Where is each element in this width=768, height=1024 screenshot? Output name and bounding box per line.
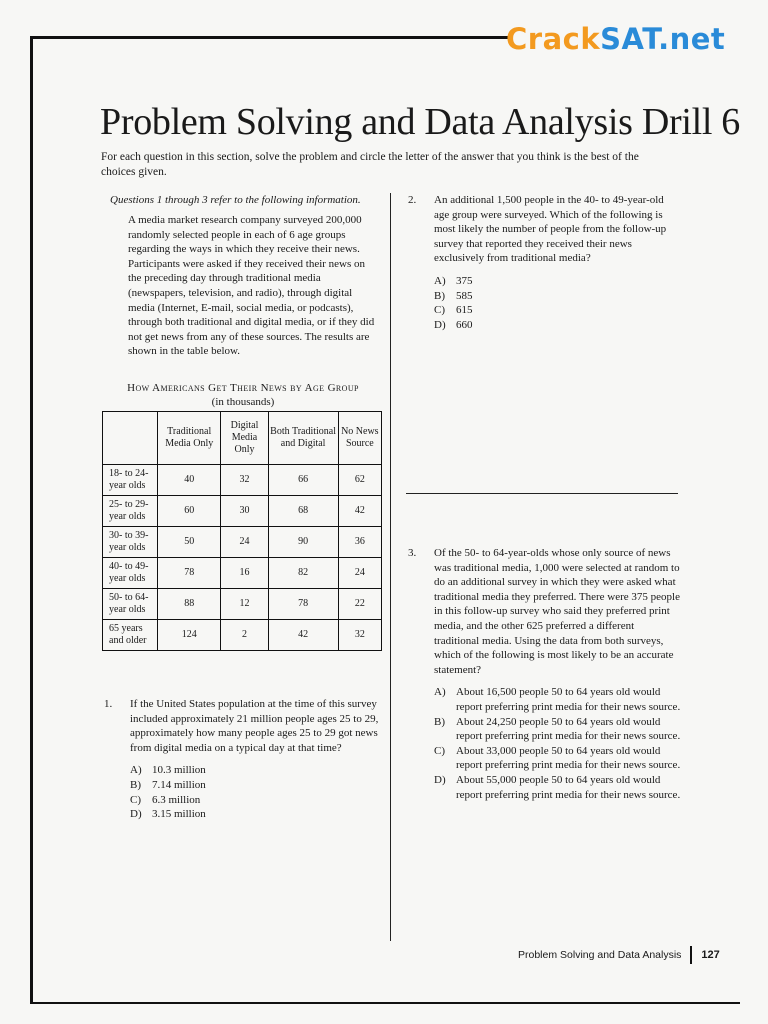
question-text: Of the 50- to 64-year-olds whose only source of news was traditional media, 1,000 were selected at random to do an additional survey in which they were asked what traditional media they preferred. There were 375 people in this follow-up survey who said they preferred print media, and the other 625 preferred a different traditional media. Using the data from both surveys, which of the following is most likely to be an accurate statement? <box>434 547 680 676</box>
table-cell: 60 <box>158 495 221 526</box>
table-row <box>103 557 382 588</box>
table-cell: 12 <box>221 588 268 619</box>
choice-letter: C) <box>434 744 445 757</box>
frame-top-line <box>30 36 508 39</box>
question-text: An additional 1,500 people in the 40- to 49-year-old age group were surveyed. Which of the following is most likely the number of people from the follow-up survey that reported they received their news exclusively from traditional media? <box>434 194 667 265</box>
choice-text: 6.3 million <box>152 793 201 806</box>
table-header-row <box>103 411 382 464</box>
question-2 <box>408 193 676 332</box>
frame-left-line <box>30 36 33 1004</box>
watermark-part-1: Crack <box>506 22 601 56</box>
table-cell: 90 <box>268 526 338 557</box>
table-header-cell: Traditional Media Only <box>158 411 221 464</box>
table-cell: 78 <box>158 557 221 588</box>
table-cell: 78 <box>268 588 338 619</box>
choice-letter: A) <box>434 686 446 699</box>
answer-choice[interactable] <box>434 318 676 333</box>
choice-letter: C) <box>434 304 445 317</box>
table-row <box>103 619 382 650</box>
table-title: How Americans Get Their News by Age Group <box>127 381 359 394</box>
answer-choice[interactable] <box>434 744 682 773</box>
choice-letter: D) <box>434 773 446 786</box>
info-passage: A media market research company surveyed 200,000 randomly selected people in each of 6 age groups regarding the ways in which they receive their news. Participants were asked if they received their news on the preceding day through traditional media (newspapers, television, and radio), through digital media (Internet, E-mail, social media, or podcasts), through both traditional and digital media, or if they did not get news from any of these sources. The results are shown in the table below. <box>128 214 375 358</box>
choice-text: 7.14 million <box>152 778 206 791</box>
page-footer <box>518 946 720 964</box>
question-number: 2. <box>408 194 417 206</box>
row-label: 25- to 29-year olds <box>103 495 158 526</box>
table-cell: 66 <box>268 464 338 495</box>
table-cell: 42 <box>268 619 338 650</box>
table-header-cell: Both Traditional and Digital <box>268 411 338 464</box>
question-1 <box>104 697 382 822</box>
choice-text: About 24,250 people 50 to 64 years old would report preferring print media for their news source. <box>456 715 681 743</box>
answer-choices <box>434 274 676 332</box>
choice-text: About 55,000 people 50 to 64 years old would report preferring print media for their news source. <box>456 773 681 801</box>
left-column <box>102 193 384 651</box>
choice-letter: A) <box>434 274 446 287</box>
news-by-age-table <box>102 411 382 651</box>
row-label: 50- to 64-year olds <box>103 588 158 619</box>
table-cell: 2 <box>221 619 268 650</box>
answer-choice[interactable] <box>434 289 676 304</box>
table-cell: 68 <box>268 495 338 526</box>
table-cell: 88 <box>158 588 221 619</box>
table-row <box>103 464 382 495</box>
table-row <box>103 588 382 619</box>
table-cell: 36 <box>338 526 381 557</box>
table-row <box>103 526 382 557</box>
answer-choice[interactable] <box>434 303 676 318</box>
answer-choice[interactable] <box>130 778 382 793</box>
choice-letter: D) <box>434 318 446 331</box>
choice-letter: B) <box>434 715 445 728</box>
answer-choice[interactable] <box>434 715 682 744</box>
choice-letter: B) <box>434 289 445 302</box>
answer-choice[interactable] <box>434 685 682 714</box>
table-header-cell <box>103 411 158 464</box>
row-label: 65 years and older <box>103 619 158 650</box>
answer-choice[interactable] <box>130 793 382 808</box>
question-number: 1. <box>104 698 113 710</box>
table-header-cell: Digital Media Only <box>221 411 268 464</box>
answer-choices <box>130 763 382 821</box>
choice-letter: C) <box>130 793 141 806</box>
table-cell: 24 <box>221 526 268 557</box>
table-cell: 42 <box>338 495 381 526</box>
row-label: 40- to 49-year olds <box>103 557 158 588</box>
choice-text: 615 <box>456 304 473 317</box>
choice-text: 585 <box>456 289 473 302</box>
table-cell: 50 <box>158 526 221 557</box>
choice-text: 375 <box>456 274 473 287</box>
table-cell: 124 <box>158 619 221 650</box>
row-label: 30- to 39-year olds <box>103 526 158 557</box>
table-cell: 32 <box>221 464 268 495</box>
table-cell: 30 <box>221 495 268 526</box>
choice-text: About 33,000 people 50 to 64 years old would report preferring print media for their news source. <box>456 744 681 772</box>
right-column-rule <box>406 493 678 494</box>
choice-text: 3.15 million <box>152 808 206 821</box>
choice-text: 660 <box>456 318 473 331</box>
choice-letter: A) <box>130 764 142 777</box>
answer-choice[interactable] <box>434 274 676 289</box>
info-heading: Questions 1 through 3 refer to the following information. <box>110 194 361 206</box>
page-number: 127 <box>701 949 720 961</box>
table-cell: 16 <box>221 557 268 588</box>
answer-choices <box>434 685 682 802</box>
table-cell: 22 <box>338 588 381 619</box>
column-divider <box>390 193 391 941</box>
table-row <box>103 495 382 526</box>
question-text: If the United States population at the time of this survey included approximately 21 million people ages 25 to 29, approximately how many people ages 25 to 29 got news from digital media on a typical day at that time? <box>130 698 379 754</box>
table-cell: 62 <box>338 464 381 495</box>
table-cell: 24 <box>338 557 381 588</box>
choice-text: 10.3 million <box>152 764 206 777</box>
intro-instructions: For each question in this section, solve the problem and circle the letter of the answer that you think is the best of the choices given. <box>101 151 639 178</box>
choice-text: About 16,500 people 50 to 64 years old would report preferring print media for their news source. <box>456 686 681 713</box>
question-number: 3. <box>408 547 417 559</box>
footer-section-name: Problem Solving and Data Analysis <box>518 949 682 961</box>
question-3 <box>408 546 682 802</box>
row-label: 18- to 24-year olds <box>103 464 158 495</box>
footer-separator <box>690 946 692 964</box>
page-title: Problem Solving and Data Analysis Drill 6 <box>100 101 740 143</box>
watermark-logo <box>506 22 725 56</box>
answer-choice[interactable] <box>130 807 382 822</box>
table-cell: 82 <box>268 557 338 588</box>
choice-letter: D) <box>130 808 142 821</box>
choice-letter: B) <box>130 778 141 791</box>
table-cell: 32 <box>338 619 381 650</box>
answer-choice[interactable] <box>434 773 682 802</box>
frame-bottom-line <box>30 1002 740 1004</box>
table-subtitle: (in thousands) <box>211 395 275 408</box>
table-cell: 40 <box>158 464 221 495</box>
watermark-part-2: SAT.net <box>600 22 726 56</box>
table-header-cell: No News Source <box>338 411 381 464</box>
answer-choice[interactable] <box>130 763 382 778</box>
